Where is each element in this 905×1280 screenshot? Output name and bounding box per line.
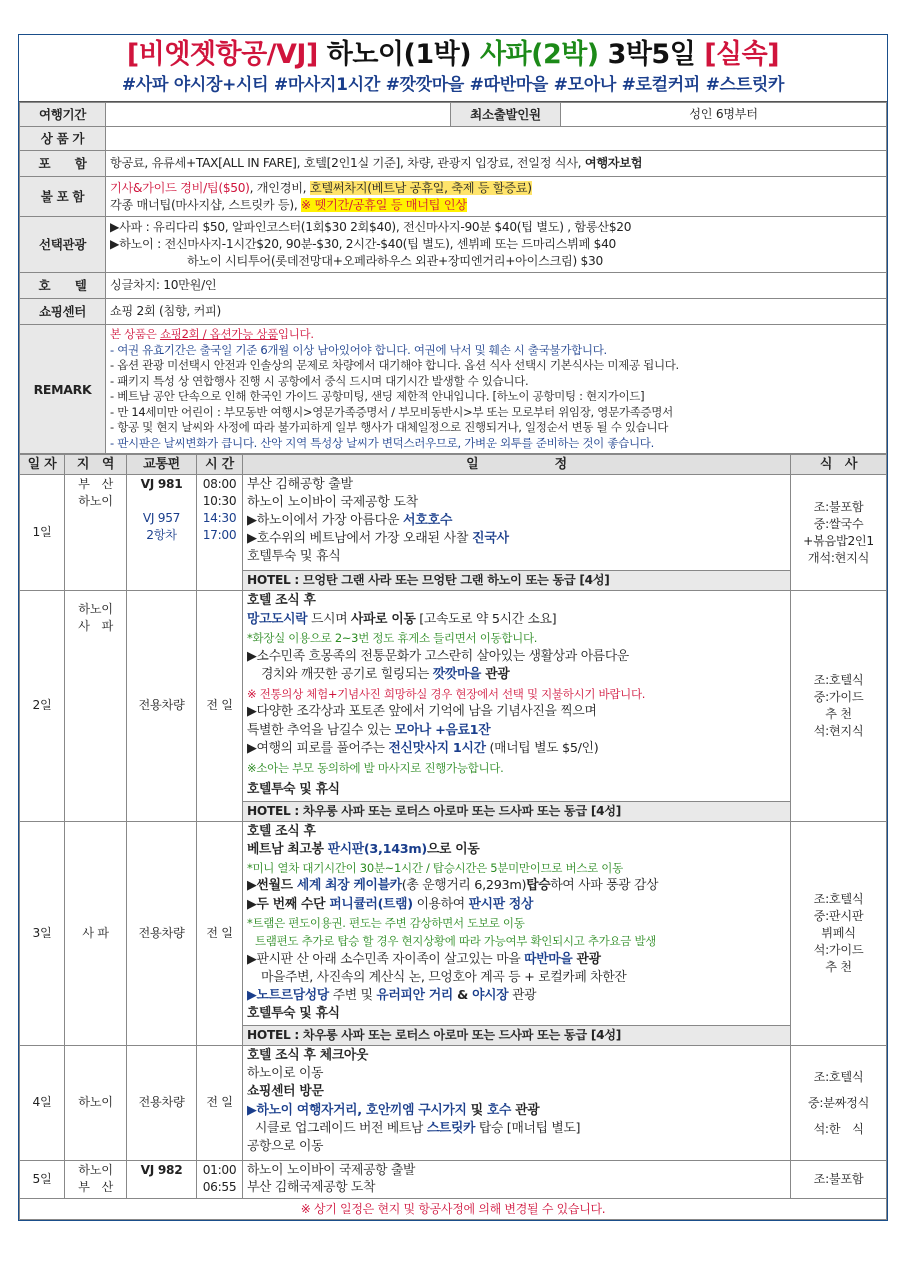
day1-time-3: 14:30 bbox=[202, 511, 237, 525]
day1-time-4: 17:00 bbox=[202, 528, 237, 542]
day5-region-hanoi: 하노이 bbox=[78, 1163, 113, 1178]
day1-meal-b: 조:불포함 bbox=[813, 499, 864, 514]
day3-s10d: & bbox=[452, 988, 473, 1004]
day3-s2c: 으로 이동 bbox=[426, 841, 480, 857]
day5-s2: 부산 김해국제공항 도착 bbox=[247, 1180, 376, 1196]
exclude-personal: , 개인경비, bbox=[249, 180, 310, 195]
day1-time-2: 10:30 bbox=[202, 494, 237, 508]
day1-meal bbox=[791, 475, 887, 591]
day3-meal-l: 중:판시판 bbox=[813, 908, 864, 923]
day2-massage: 전신맛사지 1시간 bbox=[388, 741, 486, 756]
day3-summit: 판시판 정상 bbox=[468, 896, 534, 912]
day2-moana: 모아나 +음료1잔 bbox=[394, 722, 491, 738]
day3-s1: 호텔 조식 후 bbox=[247, 823, 316, 839]
day3-meal-l2: 뷔페식 bbox=[821, 925, 856, 940]
hotel-label: 호 텔 bbox=[20, 273, 106, 299]
include-label: 포 함 bbox=[20, 151, 106, 177]
exclude-surcharge: 호텔써차지(베트남 공휴일, 축제 등 할증료) bbox=[309, 180, 532, 195]
day1-flight bbox=[127, 475, 197, 591]
day4-region: 하노이 bbox=[65, 1045, 127, 1160]
remark-intro-end: 입니다. bbox=[277, 327, 314, 341]
title-grade: [실속] bbox=[704, 39, 780, 70]
header-region: 지 역 bbox=[65, 455, 127, 475]
day3-s10b: 주변 및 bbox=[328, 988, 377, 1004]
day3-european: 유러피안 거리 bbox=[376, 988, 453, 1004]
day1-schedule bbox=[243, 475, 791, 571]
min-value: 성인 6명부터 bbox=[561, 103, 887, 127]
day3-s3: *미니 열차 대기시간이 30분~1시간 / 탑승시간은 5분미만이므로 버스로 이동 bbox=[247, 861, 623, 876]
day1-time-1: 08:00 bbox=[202, 477, 237, 491]
header-schedule: 일 정 bbox=[243, 455, 791, 475]
day5-meal-b: 조:불포함 bbox=[813, 1171, 864, 1186]
day3-day: 3일 bbox=[20, 821, 65, 1045]
day3-fansipan: 판시판(3,143m) bbox=[327, 841, 427, 857]
day2-meal bbox=[791, 591, 887, 822]
day2-s7: ▶다양한 조각상과 포토존 앞에서 기억에 남을 기념사진을 찍으며 bbox=[247, 704, 597, 719]
day2-s2b: 드시며 bbox=[307, 611, 352, 627]
hashtags: #사파 야시장+시티 #마사지1시간 #깟깟마을 #따반마을 #모아나 #로컬커피 #스트릿카 bbox=[19, 73, 887, 102]
day1-region-busan: 부 산 bbox=[78, 477, 113, 491]
remark-passport: - 여권 유효기간은 출국일 기준 6개월 이상 남아있어야 합니다. 여권에 낙서 및 훼손 시 출국불가합니다. bbox=[110, 342, 607, 357]
exclude-holiday-note: ※ 뗏기간/공휴일 등 매너팁 인상 bbox=[300, 197, 467, 212]
day2-time: 전 일 bbox=[197, 591, 243, 822]
day3-s4c: (총 운행거리 6,293m) bbox=[401, 878, 527, 894]
day5-schedule bbox=[243, 1160, 791, 1198]
include-insurance: 여행자보험 bbox=[584, 156, 643, 170]
day2-s9a: ▶여행의 피로를 풀어주는 bbox=[247, 741, 389, 756]
day3-s9: 마을주변, 사진속의 계산식 논, 므엉호아 계곡 등 + 로컬카페 차한잔 bbox=[261, 969, 627, 985]
day4-s5c: 탑승 [매너팁 별도] bbox=[475, 1120, 581, 1136]
info-table bbox=[19, 102, 887, 454]
option-label: 선택관광 bbox=[20, 217, 106, 273]
day3-s4d: 탑승 bbox=[526, 878, 551, 894]
day2-s5a: 경치와 깨끗한 공기로 힐링되는 bbox=[261, 667, 433, 682]
day2-s11: 호텔투숙 및 휴식 bbox=[247, 782, 340, 797]
remark-guide: - 베트남 공안 단속으로 인해 한국인 가이드 공항미팅, 샌딩 제한적 안내입니다. [하노이 공항미팅 : 현지가이드] bbox=[110, 389, 645, 403]
price-label: 상 품 가 bbox=[20, 127, 106, 151]
day1-tranquoc: 진국사 bbox=[472, 531, 509, 546]
option-hanoi: ▶하노이 : 전신마사지-1시간$20, 90분-$30, 2시간-$40(팁 별도), 센뷔페 또는 드마리스뷔페 $40 bbox=[110, 237, 617, 251]
day1-meal-l2: +볶음밥2인1 bbox=[803, 533, 874, 548]
day2-s4: ▶소수민족 흐몽족의 전통문화가 고스란히 살아있는 생활상과 아름다운 bbox=[247, 648, 629, 664]
day4-s4d: 관광 bbox=[511, 1102, 540, 1118]
day1-region-hanoi: 하노이 bbox=[78, 494, 113, 508]
exclude-guide-fee: 기사&가이드 경비/팁($50) bbox=[110, 180, 250, 195]
day3-cablecar: 세계 최장 케이블카 bbox=[296, 878, 402, 894]
day5-time bbox=[197, 1160, 243, 1198]
title-duration: 3박5일 bbox=[607, 39, 696, 70]
exclude-value bbox=[106, 177, 887, 217]
schedule-table bbox=[19, 454, 887, 1220]
include-value bbox=[106, 151, 887, 177]
shop-value: 쇼핑 2회 (침향, 커피) bbox=[106, 299, 887, 325]
day5-s1: 하노이 노이바이 국제공항 출발 bbox=[247, 1163, 416, 1179]
day4-meal bbox=[791, 1045, 887, 1160]
day3-sunworld: ▶썬월드 bbox=[247, 878, 297, 894]
day2-catcat: 깟깟마을 bbox=[432, 667, 482, 682]
day4-oldquarter: ▶하노이 여행자거리, 호안끼엠 구시가지 bbox=[247, 1102, 467, 1118]
day4-s5a: 시클로 업그레이드 버전 베트남 bbox=[255, 1120, 427, 1136]
day3-funicular: 퍼니큘러(트램) bbox=[329, 896, 413, 912]
remark-option: - 옵션 관광 미선택시 안전과 인솔상의 문제로 차량에서 대기해야 합니다. 옵션 식사 선택시 기본식사는 미제공 됩니다. bbox=[110, 358, 679, 372]
day3-transport: 전용차량 bbox=[127, 821, 197, 1045]
day2-meal-l: 중:가이드 bbox=[813, 689, 864, 704]
day1-s2: 하노이 노이바이 국제공항 도착 bbox=[247, 495, 418, 510]
option-value bbox=[106, 217, 887, 273]
option-hanoi-city: 하노이 시티투어(롯데전망대+오페라하우스 외관+장띠엔거리+아이스크림) $30 bbox=[187, 254, 603, 268]
period-label: 여행기간 bbox=[20, 103, 106, 127]
day2-schedule bbox=[243, 591, 791, 802]
day2-region-sapa: 사 파 bbox=[78, 619, 113, 633]
period-value bbox=[106, 103, 451, 127]
day4-meal-b: 조:호텔식 bbox=[813, 1069, 864, 1084]
title-hanoi: 하노이(1박) bbox=[326, 39, 472, 70]
day2-s3: *화장실 이용으로 2~3번 정도 휴게소 들리면서 이동합니다. bbox=[247, 631, 538, 645]
day3-region: 사 파 bbox=[65, 821, 127, 1045]
day5-time-2: 06:55 bbox=[202, 1180, 237, 1195]
day2-region-hanoi: 하노이 bbox=[78, 602, 113, 616]
day4-s4b: 및 bbox=[466, 1102, 487, 1118]
day4-s3: 쇼핑센터 방문 bbox=[247, 1084, 324, 1100]
day3-s6: *트램은 편도이용권. 편도는 주변 감상하면서 도보로 이동 bbox=[247, 915, 525, 930]
footer-notice: ※ 상기 일정은 현지 및 항공사정에 의해 변경될 수 있습니다. bbox=[20, 1198, 887, 1219]
day4-transport: 전용차량 bbox=[127, 1045, 197, 1160]
remark-children: - 만 14세미만 어린이 : 부모동반 여행시>영문가족증명서 / 부모비동반시>부 또는 모로부터 위임장, 영문가족증명서 bbox=[110, 404, 673, 419]
day3-time: 전 일 bbox=[197, 821, 243, 1045]
day3-s11: 호텔투숙 및 휴식 bbox=[247, 1006, 340, 1022]
day4-meal-d: 석:한 식 bbox=[813, 1121, 864, 1136]
day3-taphin: 따반마을 bbox=[524, 951, 573, 967]
day3-meal bbox=[791, 821, 887, 1045]
day2-day: 2일 bbox=[20, 591, 65, 822]
day2-s6: ※ 전통의상 체험+기념사진 희망하실 경우 현장에서 선택 및 지불하시기 바랍니다. bbox=[247, 686, 646, 701]
day2-meal-b: 조:호텔식 bbox=[813, 672, 864, 687]
day4-lake: 호수 bbox=[486, 1102, 512, 1118]
day2-transport: 전용차량 bbox=[127, 591, 197, 822]
day2-s9c: (매너팁 별도 $5/인) bbox=[485, 741, 599, 756]
day3-nightmarket: 야시장 bbox=[472, 988, 509, 1004]
remark-fansipan: - 판시판은 날씨변화가 큽니다. 산악 지역 특성상 날씨가 변덕스러우므로, 가벼운 외투를 준비하는 것이 좋습니다. bbox=[110, 435, 654, 450]
day4-s6: 공항으로 이동 bbox=[247, 1139, 324, 1155]
day3-s10f: 관광 bbox=[508, 988, 537, 1004]
header-day: 일 자 bbox=[20, 455, 65, 475]
day5-time-1: 01:00 bbox=[202, 1163, 237, 1178]
day1-s4: ▶호수위의 베트남에서 가장 오래된 사찰 bbox=[247, 531, 472, 546]
day2-meal-d: 석:현지식 bbox=[813, 723, 864, 738]
day3-s5a: ▶두 번째 수단 bbox=[247, 896, 330, 912]
exclude-label: 불 포 함 bbox=[20, 177, 106, 217]
day1-hotel: HOTEL : 므엉탄 그랜 사라 또는 므엉탄 그랜 하노이 또는 동급 [4성] bbox=[243, 571, 791, 591]
remark-weather: - 항공 및 현지 날씨와 사정에 따라 불가피하게 일부 행사가 대체일정으로 진행되거나, 일정순서 변동 될 수 있습니다 bbox=[110, 420, 669, 434]
day5-region bbox=[65, 1160, 127, 1198]
day3-s4e: 하여 사파 풍광 감상 bbox=[550, 878, 659, 894]
day4-day: 4일 bbox=[20, 1045, 65, 1160]
day3-meal-d: 석:가이드 bbox=[813, 942, 864, 957]
header-transport: 교통편 bbox=[127, 455, 197, 475]
page-title bbox=[19, 35, 887, 73]
price-value bbox=[106, 127, 887, 151]
day4-s2: 하노이로 이동 bbox=[247, 1066, 324, 1082]
day3-hotel: HOTEL : 차우롱 사파 또는 로터스 아로마 또는 드사파 또는 동급 [4성] bbox=[243, 1025, 791, 1045]
day1-flight-trip: 2항차 bbox=[146, 528, 177, 542]
itinerary-document bbox=[18, 34, 888, 1221]
day5-meal bbox=[791, 1160, 887, 1198]
day1-time bbox=[197, 475, 243, 591]
day2-s10: ※소아는 부모 동의하에 발 마사지로 진행가능합니다. bbox=[247, 760, 504, 775]
day5-region-busan: 부 산 bbox=[78, 1180, 113, 1195]
day5-flight: VJ 982 bbox=[127, 1160, 197, 1198]
day1-meal-d: 개석:현지식 bbox=[807, 550, 870, 565]
hotel-value: 싱글차지: 10만원/인 bbox=[106, 273, 887, 299]
day4-meal-l: 중:분짜정식 bbox=[807, 1095, 870, 1110]
day2-s5c: 관광 bbox=[481, 667, 510, 682]
day4-schedule bbox=[243, 1045, 791, 1160]
day1-westlake: 서호호수 bbox=[403, 513, 453, 528]
title-airline: [비엣젯항공/VJ] bbox=[126, 39, 318, 70]
day3-meal-d2: 추 천 bbox=[825, 959, 852, 974]
remark-value bbox=[106, 325, 887, 454]
day3-s2a: 베트남 최고봉 bbox=[247, 841, 328, 857]
day1-flight-vj957: VJ 957 bbox=[142, 511, 181, 525]
day2-s8a: 특별한 추억을 남길수 있는 bbox=[247, 722, 395, 738]
day4-streetcar: 스트릿카 bbox=[426, 1120, 476, 1136]
header-time: 시 간 bbox=[197, 455, 243, 475]
title-sapa: 사파(2박) bbox=[479, 39, 599, 70]
day1-meal-l: 중:쌀국수 bbox=[813, 516, 864, 531]
day3-s8c: 관광 bbox=[572, 951, 601, 967]
remark-package: - 패키지 특성 상 연합행사 진행 시 공항에서 중식 드시며 대기시간 발생할 수 있습니다. bbox=[110, 373, 529, 388]
header-meal: 식 사 bbox=[791, 455, 887, 475]
day1-s3: ▶하노이에서 가장 아름다운 bbox=[247, 513, 404, 528]
day2-s1: 호텔 조식 후 bbox=[247, 593, 316, 608]
day1-region bbox=[65, 475, 127, 591]
day3-s5c: 이용하여 bbox=[412, 896, 469, 912]
option-sapa: ▶사파 : 유리다리 $50, 알파인코스터(1회$30 2회$40), 전신마사지-90분 $40(팁 별도) , 함롱산$20 bbox=[110, 220, 632, 234]
day3-schedule bbox=[243, 821, 791, 1025]
day5-day: 5일 bbox=[20, 1160, 65, 1198]
day1-s1: 부산 김해공항 출발 bbox=[247, 477, 353, 492]
shop-label: 쇼핑센터 bbox=[20, 299, 106, 325]
remark-shopping: 쇼핑2회 / 옵션가능 상품 bbox=[159, 327, 278, 341]
day3-meal-b: 조:호텔식 bbox=[813, 891, 864, 906]
day1-flight-vj981: VJ 981 bbox=[140, 477, 183, 491]
day2-to-sapa: 사파로 이동 bbox=[351, 611, 416, 627]
day2-mango: 망고도시락 bbox=[247, 611, 308, 627]
day4-s1: 호텔 조식 후 체크아웃 bbox=[247, 1047, 369, 1063]
day3-cathedral: ▶노트르담성당 bbox=[247, 988, 329, 1004]
day2-s2d: [고속도로 약 5시간 소요] bbox=[415, 611, 557, 627]
min-label: 최소출발인원 bbox=[451, 103, 561, 127]
exclude-tips: 각종 매너팁(마사지샵, 스트릿카 등), bbox=[110, 197, 301, 212]
day3-s7: 트램편도 추가로 탑승 할 경우 현지상황에 따라 가능여부 확인되시고 추가요금 발생 bbox=[255, 934, 657, 949]
day1-s5: 호텔투숙 및 휴식 bbox=[247, 549, 341, 564]
remark-label: REMARK bbox=[20, 325, 106, 454]
day2-meal-l2: 추 천 bbox=[825, 706, 852, 721]
day1-day: 1일 bbox=[20, 475, 65, 591]
day3-s8a: ▶판시판 산 아래 소수민족 자이족이 살고있는 마을 bbox=[247, 951, 525, 967]
day2-hotel: HOTEL : 차우롱 사파 또는 로터스 아로마 또는 드사파 또는 동급 [4성] bbox=[243, 801, 791, 821]
include-text: 항공료, 유류세+TAX[ALL IN FARE], 호텔[2인1실 기준], 차량, 관광지 입장료, 전일정 식사, bbox=[110, 156, 585, 170]
day4-time: 전 일 bbox=[197, 1045, 243, 1160]
remark-intro: 본 상품은 bbox=[110, 327, 160, 341]
day2-region bbox=[65, 591, 127, 822]
